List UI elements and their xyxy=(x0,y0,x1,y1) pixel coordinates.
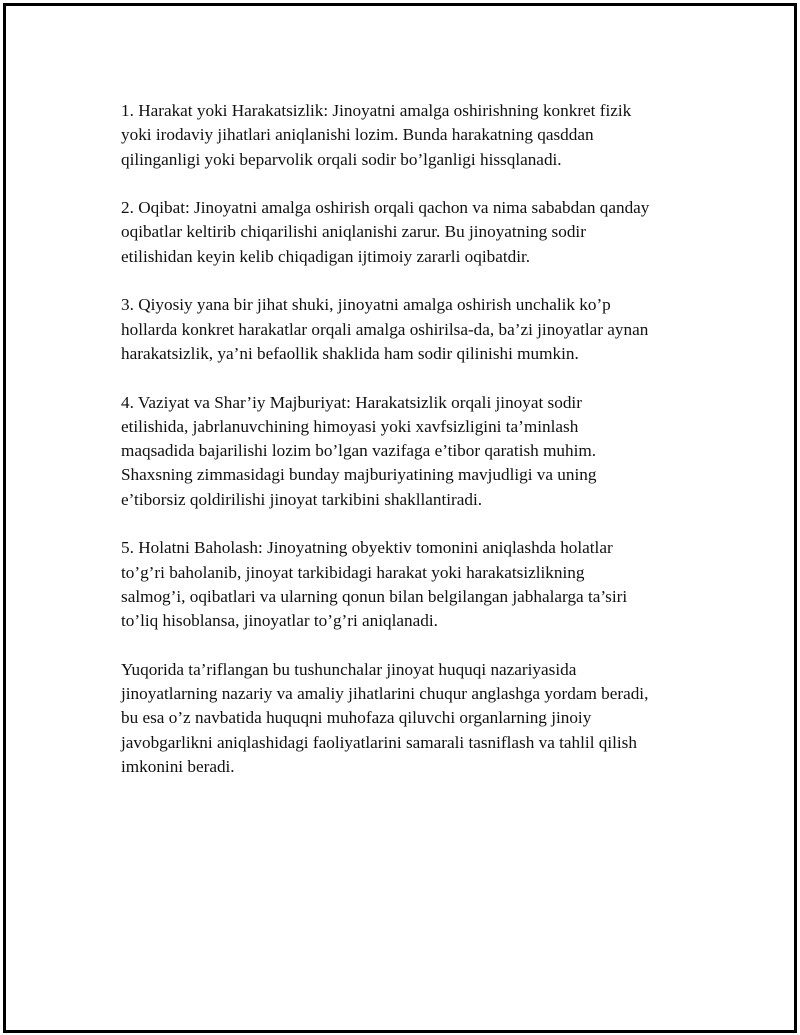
text-line: 2. Oqibat: Jinoyatni amalga oshirish orqali qachon va nima sababdan qanday xyxy=(121,198,650,218)
text-line: etilishidan keyin kelib chiqadigan ijtimoiy zararli oqibatdir. xyxy=(121,246,531,266)
text-line: 1. Harakat yoki Harakatsizlik: Jinoyatni amalga oshirishning konkret fizik xyxy=(121,101,632,120)
text-line: jinoyatlarning nazariy va amaliy jihatlarini chuqur anglashga yordam beradi, xyxy=(121,684,649,704)
text-line: to’liq hisoblansa, jinoyatlar to’g’ri aniqlanadi. xyxy=(121,611,438,631)
text-line: hollarda konkret harakatlar orqali amalga oshirilsa-da, ba’zi jinoyatlar aynan xyxy=(121,319,649,339)
text-line: etilishida, jabrlanuvchining himoyasi yoki xavfsizligini ta’minlash xyxy=(121,416,579,436)
text-line: harakatsizlik, ya’ni befaollik shaklida ham sodir qilinishi mumkin. xyxy=(121,343,579,363)
paragraph-5 xyxy=(121,536,711,633)
text-line: javobgarlikni aniqlashidagi faoliyatlarini samarali tasniflash va tahlil qilish xyxy=(121,732,637,752)
text-line: bu esa o’z navbatida huquqni muhofaza qiluvchi organlarning jinoiy xyxy=(121,708,592,728)
paragraph-1 xyxy=(121,99,711,172)
paragraph-4 xyxy=(121,391,711,512)
text-line: oqibatlar keltirib chiqarilishi aniqlanishi zarur. Bu jinoyatning sodir xyxy=(121,222,586,242)
text-line: salmog’i, oqibatlari va ularning qonun bilan belgilangan jabhalarga ta’siri xyxy=(121,586,628,606)
paragraph-2 xyxy=(121,196,711,269)
page-frame xyxy=(3,3,797,1033)
text-line: to’g’ri baholanib, jinoyat tarkibidagi harakat yoki harakatsizlikning xyxy=(121,562,585,582)
text-line: yoki irodaviy jihatlari aniqlanishi lozim. Bunda harakatning qasddan xyxy=(121,125,594,145)
paragraph-3 xyxy=(121,293,711,366)
text-line: qilinganligi yoki beparvolik orqali sodir bo’lganligi hissqlanadi. xyxy=(121,149,562,169)
text-line: e’tiborsiz qoldirilishi jinoyat tarkibini shakllantiradi. xyxy=(121,489,483,509)
text-line: Yuqorida ta’riflangan bu tushunchalar jinoyat huquqi nazariyasida xyxy=(121,659,577,679)
paragraph-6 xyxy=(121,658,711,779)
text-line: Shaxsning zimmasidagi bunday majburiyatining mavjudligi va uning xyxy=(121,465,597,485)
text-line: maqsadida bajarilishi lozim bo’lgan vazifaga e’tibor qaratish muhim. xyxy=(121,441,597,461)
text-line: imkonini beradi. xyxy=(121,757,235,777)
text-line: 5. Holatni Baholash: Jinoyatning obyektiv tomonini aniqlashda holatlar xyxy=(121,538,613,558)
text-line: 4. Vaziyat va Shar’iy Majburiyat: Harakatsizlik orqali jinoyat sodir xyxy=(121,392,582,412)
document-body xyxy=(121,99,711,804)
text-line: 3. Qiyosiy yana bir jihat shuki, jinoyatni amalga oshirish unchalik ko’p xyxy=(121,295,611,315)
